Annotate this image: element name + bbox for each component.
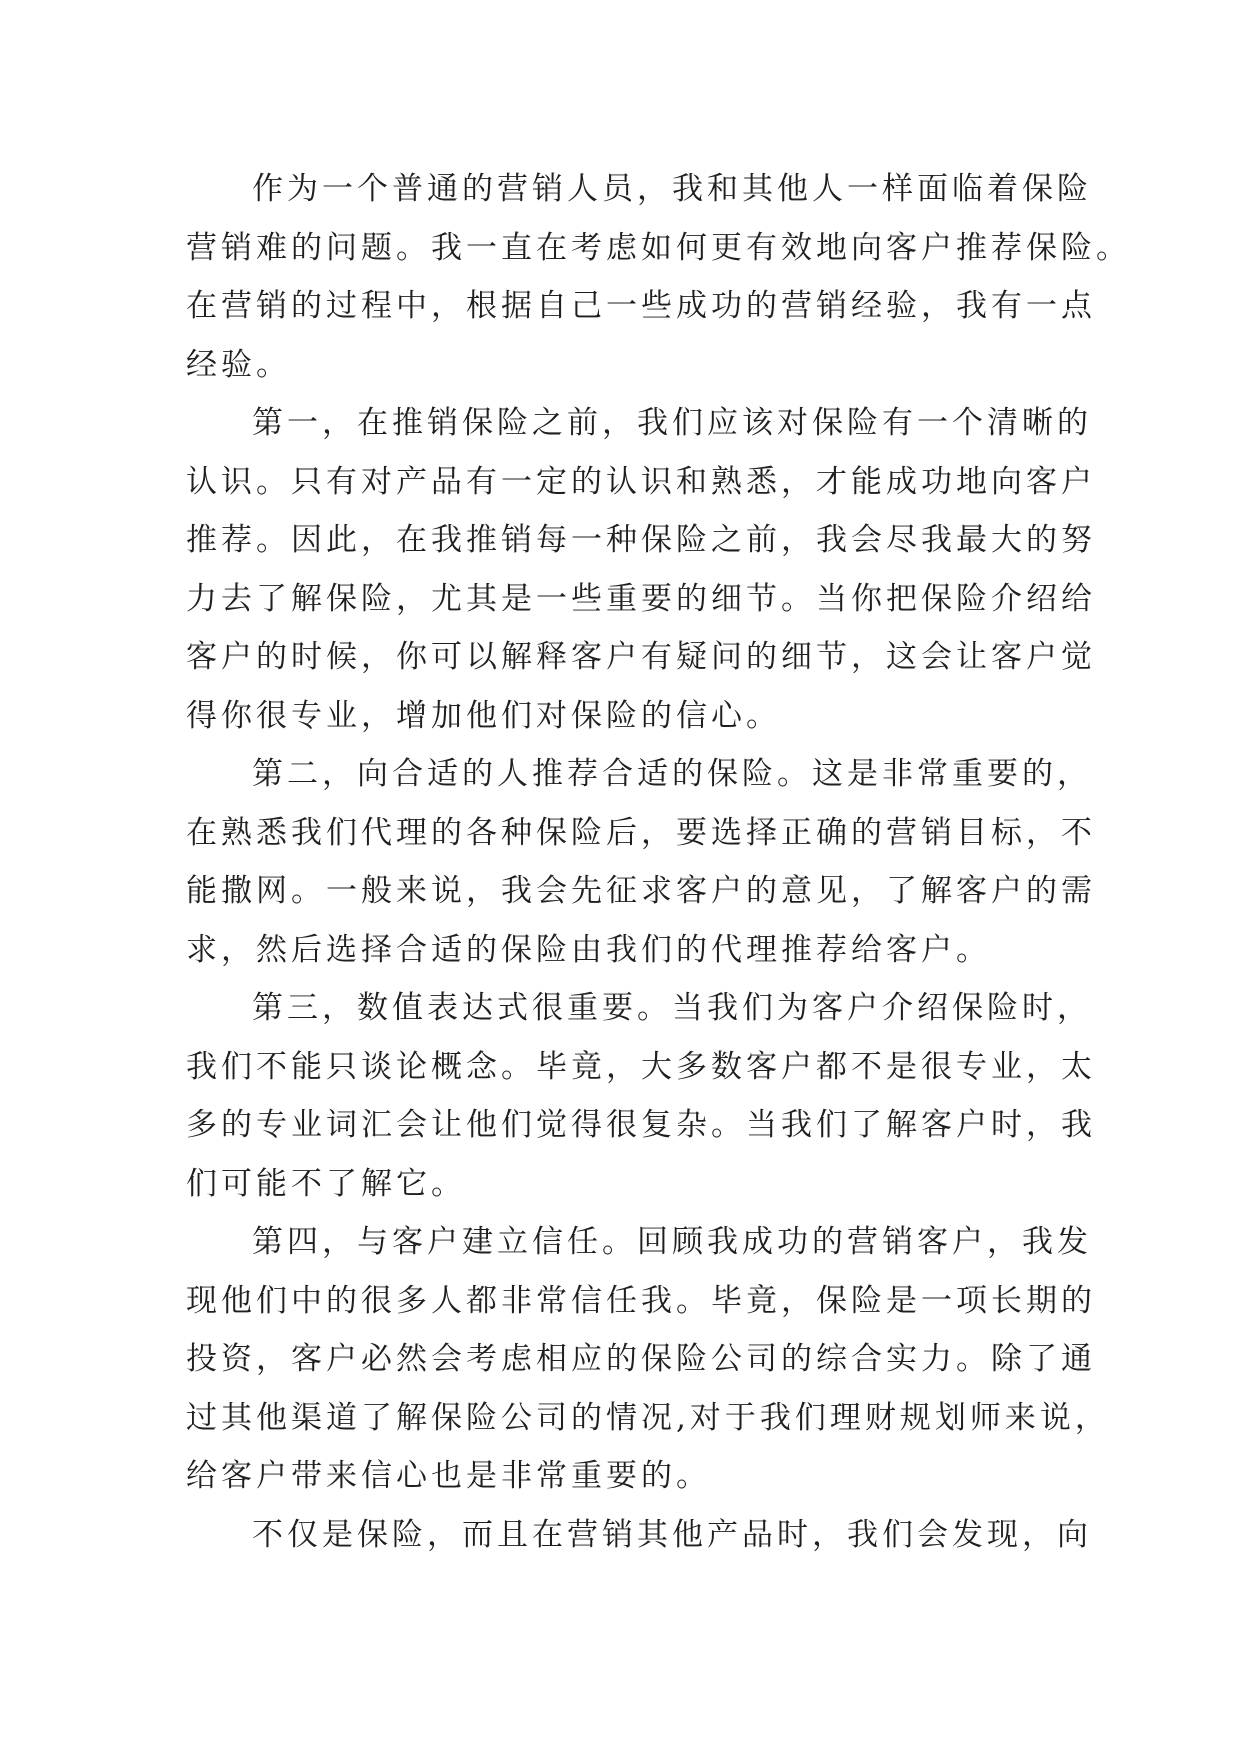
paragraph-2-line-1: 第一，在推销保险之前，我们应该对保险有一个清晰的 (252, 405, 1092, 441)
paragraph-6-line-1: 不仅是保险，而且在营销其他产品时，我们会发现，向 (252, 1516, 1092, 1553)
paragraph-5-line-2: 现他们中的很多人都非常信任我。毕竟，保险是一项长期的 (186, 1282, 1096, 1319)
paragraph-1-line-3: 在营销的过程中，根据自己一些成功的营销经验，我有一点 (186, 288, 1096, 324)
paragraph-2-line-3: 推荐。因此，在我推销每一种保险之前，我会尽我最大的努 (186, 522, 1096, 558)
document-body (186, 160, 1131, 1564)
paragraph-5-line-5: 给客户带来信心也是非常重要的。 (186, 1458, 711, 1494)
paragraph-3-line-1: 第二，向合适的人推荐合适的保险。这是非常重要的， (252, 756, 1092, 792)
paragraph-1-line-2: 营销难的问题。我一直在考虑如何更有效地向客户推荐保险。 (186, 229, 1131, 266)
paragraph-3-line-2: 在熟悉我们代理的各种保险后，要选择正确的营销目标，不 (186, 814, 1096, 851)
paragraph-2-line-4: 力去了解保险，尤其是一些重要的细节。当你把保险介绍给 (186, 580, 1096, 617)
paragraph-1-line-1: 作为一个普通的营销人员，我和其他人一样面临着保险 (252, 171, 1092, 207)
paragraph-5-line-4: 过其他渠道了解保险公司的情况,对于我们理财规划师来说， (186, 1399, 1110, 1436)
paragraph-2-line-2: 认识。只有对产品有一定的认识和熟悉，才能成功地向客户 (186, 463, 1096, 500)
paragraph-4-line-2: 我们不能只谈论概念。毕竟，大多数客户都不是很专业，太 (186, 1048, 1096, 1085)
paragraph-2-line-6: 得你很专业，增加他们对保险的信心。 (186, 697, 781, 734)
paragraph-3-line-4: 求，然后选择合适的保险由我们的代理推荐给客户。 (186, 931, 991, 968)
paragraph-3-line-3: 能撒网。一般来说，我会先征求客户的意见，了解客户的需 (186, 873, 1096, 909)
paragraph-1-line-4: 经验。 (186, 346, 291, 383)
paragraph-4-line-3: 多的专业词汇会让他们觉得很复杂。当我们了解客户时，我 (186, 1107, 1096, 1143)
paragraph-4-line-4: 们可能不了解它。 (186, 1165, 466, 1202)
paragraph-5-line-1: 第四，与客户建立信任。回顾我成功的营销客户，我发 (252, 1224, 1092, 1260)
paragraph-5-line-3: 投资，客户必然会考虑相应的保险公司的综合实力。除了通 (186, 1341, 1096, 1377)
paragraph-2-line-5: 客户的时候，你可以解释客户有疑问的细节，这会让客户觉 (186, 639, 1096, 675)
paragraph-4-line-1: 第三，数值表达式很重要。当我们为客户介绍保险时， (252, 990, 1092, 1026)
